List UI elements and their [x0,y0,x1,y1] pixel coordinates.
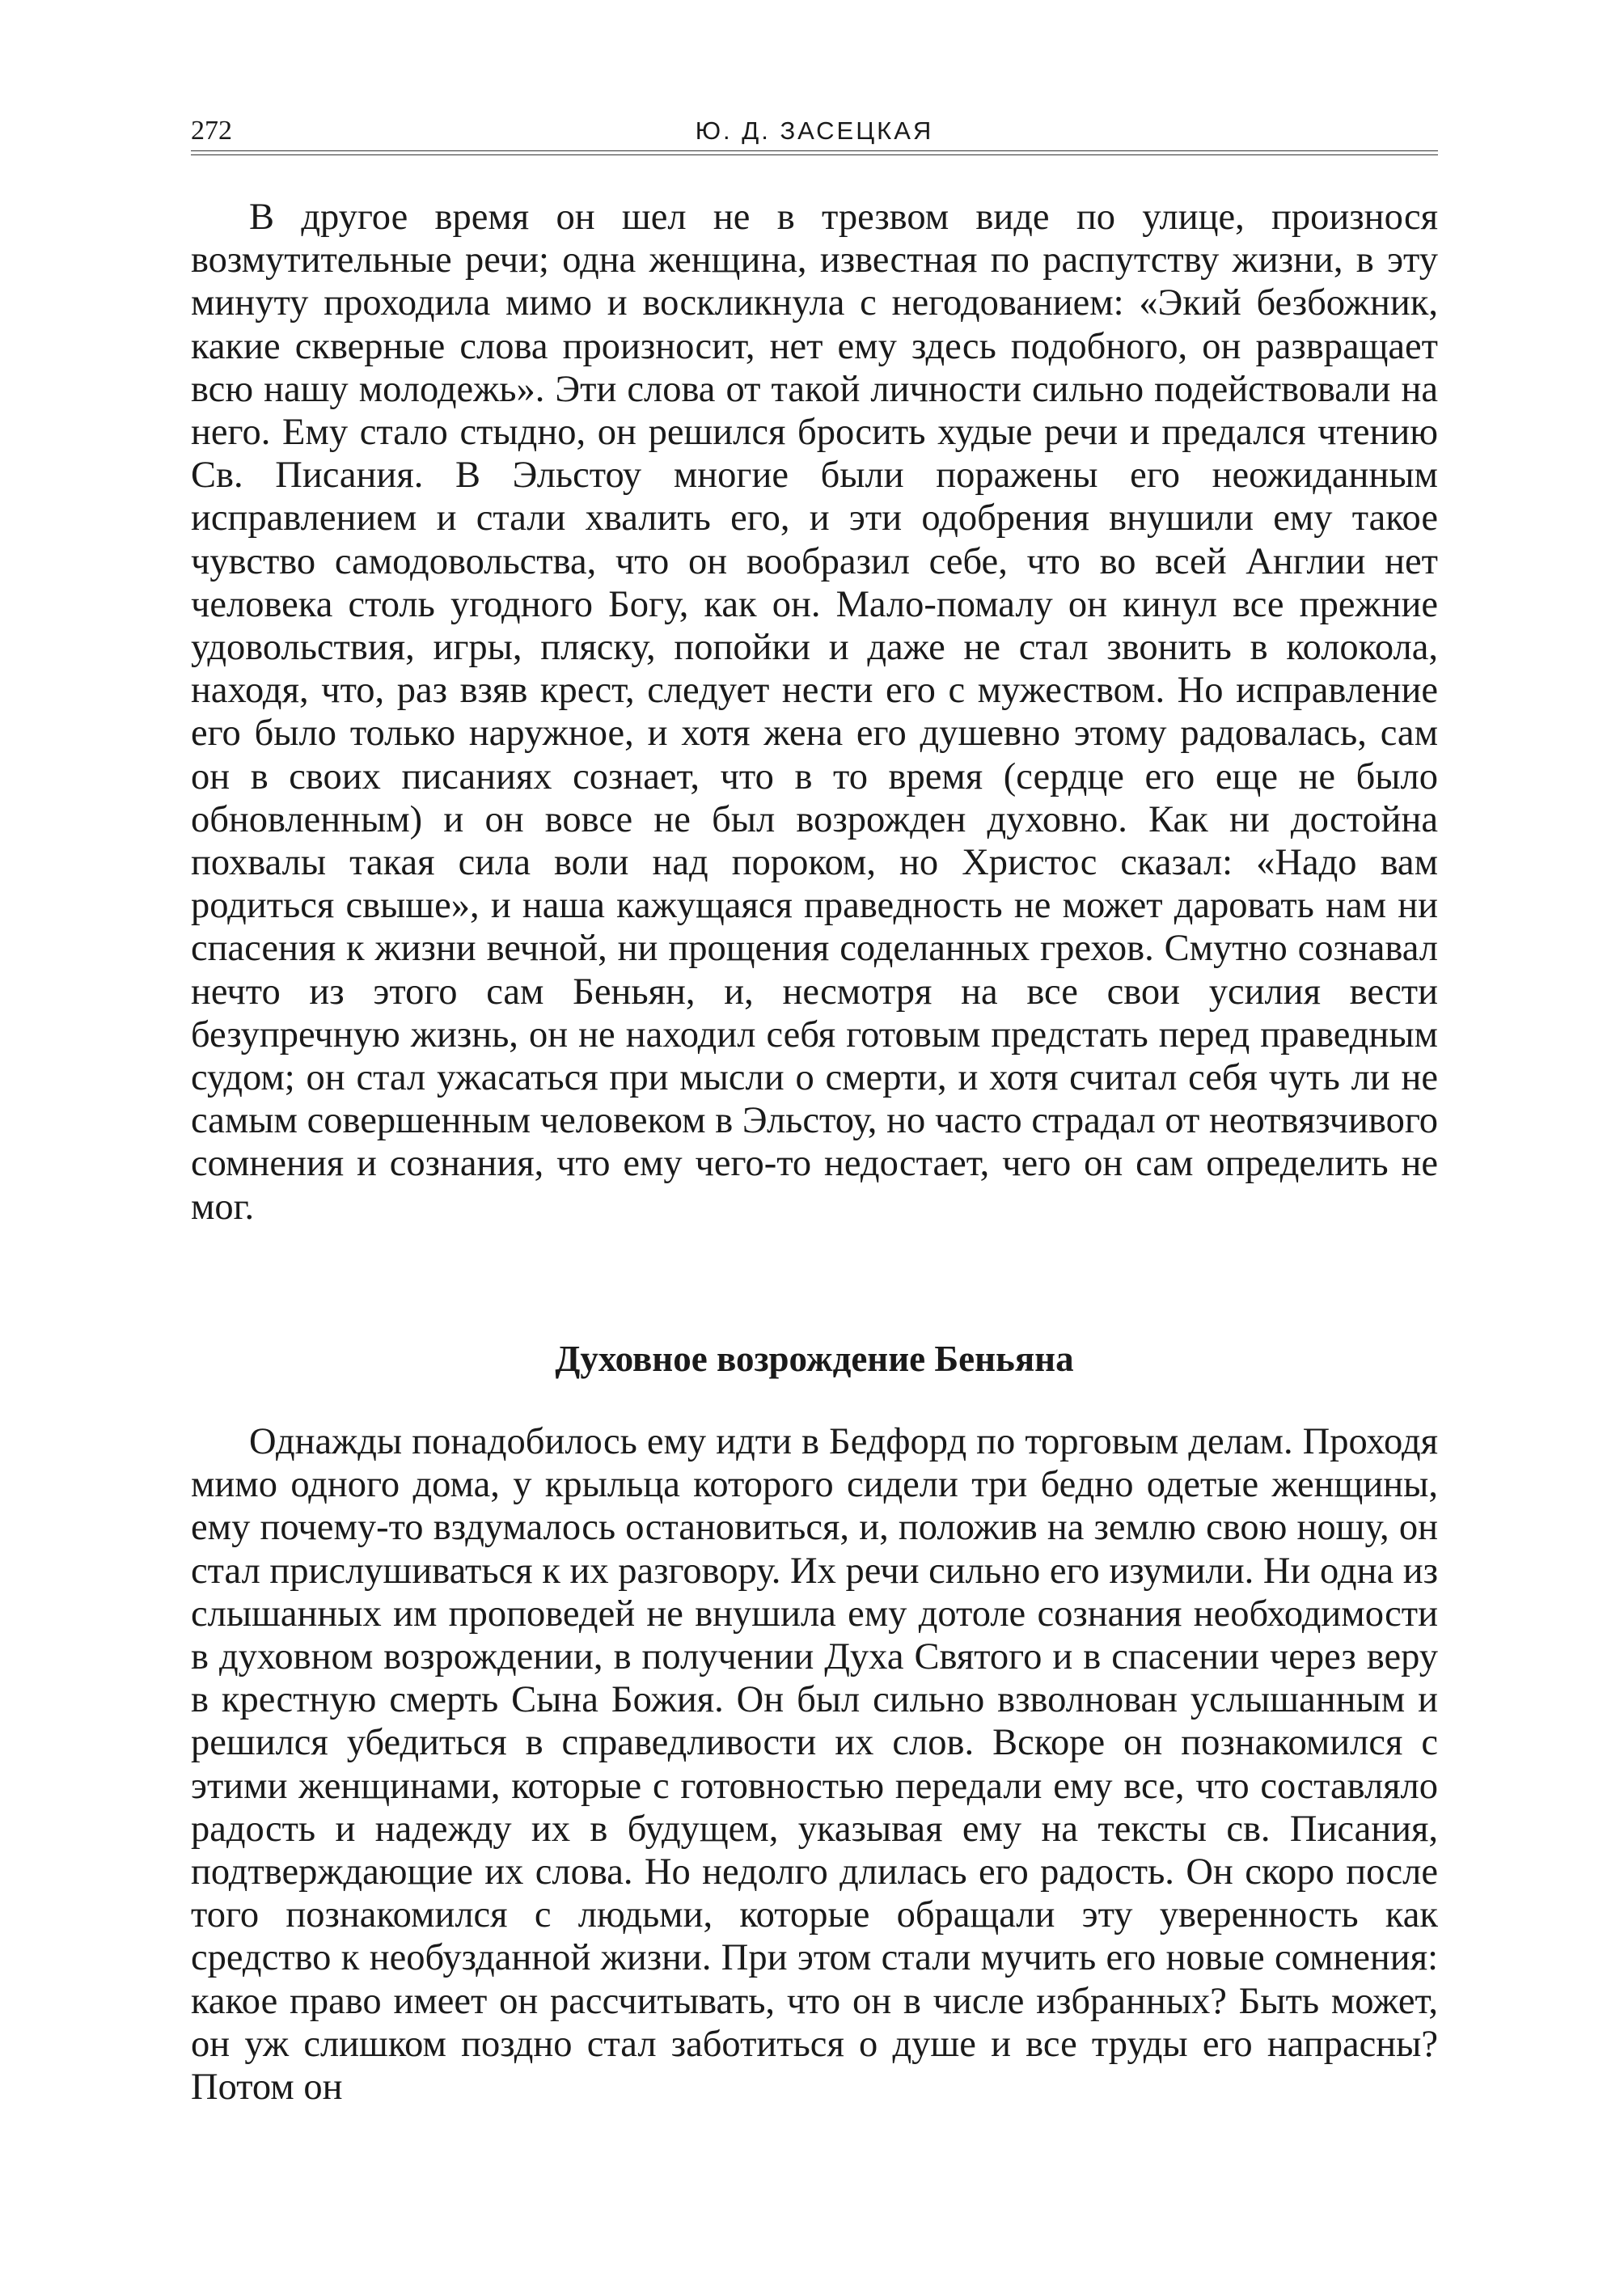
page-header [191,113,1438,149]
page-number: 272 [191,116,232,146]
paragraph: Однажды понадобилось ему идти в Бедфорд по торговым делам. Проходя мимо одного дома, у крыльца которого сидели три бедно одетые женщины, ему почему-то вздумалось остановиться, и, положив на землю свою ношу, он стал прислушиваться к их разговору. Их речи сильно его изумили. Ни одна из слышанных им проповедей не внушила ему дотоле сознания необходимости в духовном возрождении, в получении Духа Святого и в спасении через веру в крестную смерть Сына Божия. Он был сильно взволнован услышанным и решился убедиться в справедливости их слов. Вскоре он познакомился с этими женщинами, которые с готовностью передали ему все, что составляло радость и надежду их в будущем, указывая ему на тексты св. Писания, подтверждающие их слова. Но недолго длилась его радость. Он скоро после того познакомился с людьми, которые обращали эту уверенность как средство к необузданной жизни. При этом стали мучить его новые сомнения: какое право имеет он рассчитывать, что он в числе избранных? Быть может, он уж слишком поздно стал заботиться о душе и все труды его напрасны? Потом он [191,1421,1438,2109]
text-block-1 [191,196,1438,1229]
running-head: Ю. Д. ЗАСЕЦКАЯ [695,116,934,145]
text-block-2 [191,1420,1438,2109]
paragraph: В другое время он шел не в трезвом виде по улице, произнося возмутительные речи; одна женщина, известная по распутству жизни, в эту минуту проходила мимо и воскликнула с негодованием: «Экий безбожник, какие скверные слова произносит, нет ему здесь подобного, он развращает всю нашу молодежь». Эти слова от такой личности сильно подействовали на него. Ему стало стыдно, он решился бросить худые речи и предался чтению Св. Писания. В Эльстоу многие были поражены его неожиданным исправлением и стали хвалить его, и эти одобрения внушили ему такое чувство самодовольства, что он вообразил себе, что во всей Англии нет человека столь угодного Богу, как он. Мало-помалу он кинул все прежние удовольствия, игры, пляску, попойки и даже не стал звонить в колокола, находя, что, раз взяв крест, следует нести его с мужеством. Но исправление его было только наружное, и хотя жена его душевно этому радовалась, сам он в своих писаниях сознает, что в то время (сердце его еще не было обновленным) и он вовсе не был возрожден духовно. Как ни достойна похвалы такая сила воли над пороком, но Христос сказал: «Надо вам родиться свыше», и наша кажущаяся праведность не может даровать нам ни спасения к жизни вечной, ни прощения соделанных грехов. Смутно сознавал нечто из этого сам Беньян, и, несмотря на все свои усилия вести безупречную жизнь, он не находил себя готовым предстать перед праведным судом; он стал ужасаться при мысли о смерти, и хотя считал себя чуть ли не самым совершенным человеком в Эльстоу, но часто страдал от неотвязчивого сомнения и сознания, что ему чего-то недостает, чего он сам определить не мог. [191,197,1438,1228]
header-rule-secondary [191,154,1438,155]
section-title: Духовное возрождение Беньяна [555,1339,1074,1379]
header-rule [191,150,1438,151]
